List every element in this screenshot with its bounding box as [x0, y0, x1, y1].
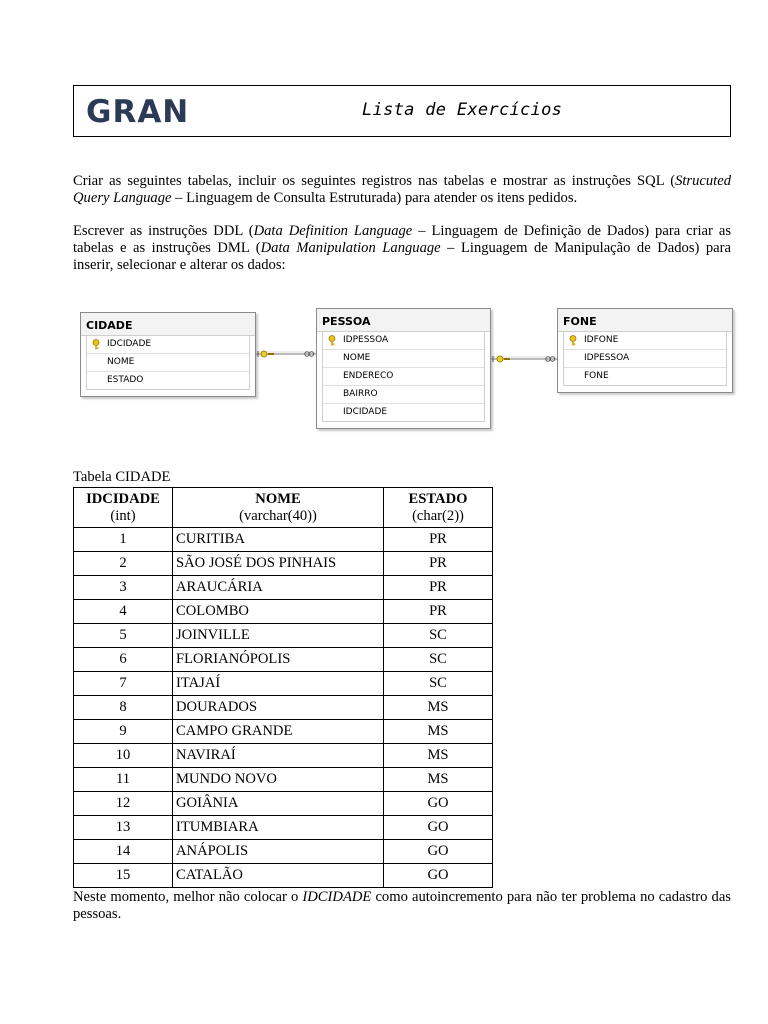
table-row [74, 840, 493, 864]
table-cell: PR [384, 552, 493, 576]
er-table-fone [557, 308, 733, 393]
table-cell: 14 [74, 840, 173, 864]
intro-paragraph-1: Criar as seguintes tabelas, incluir os seguintes registros nas tabelas e mostrar as instruções SQL (Strucuted Query Language – Linguagem de Consulta Estruturada) para atender os itens pedidos. [73, 173, 731, 206]
table-row [74, 576, 493, 600]
table-cell: ANÁPOLIS [173, 840, 384, 864]
table-cell: 1 [74, 528, 173, 552]
er-field: IDFONE [564, 332, 726, 350]
table-cell: CATALÃO [173, 864, 384, 888]
relationship-cidade-pessoa [254, 346, 318, 362]
note-paragraph: Neste momento, melhor não colocar o IDCIDADE como autoincremento para não ter problema no cadastro das pessoas. [73, 889, 731, 922]
table-cell: 7 [74, 672, 173, 696]
er-field: FONE [584, 371, 609, 381]
table-cell: GO [384, 816, 493, 840]
table-cell: 8 [74, 696, 173, 720]
gran-logo [86, 95, 216, 127]
key-icon [568, 335, 578, 346]
er-table-cidade [80, 312, 256, 397]
table-cell: 6 [74, 648, 173, 672]
column-header: NOME (varchar(40)) [173, 488, 384, 528]
table-cell: GO [384, 792, 493, 816]
table-row [74, 672, 493, 696]
key-icon [91, 339, 101, 350]
table-row [74, 696, 493, 720]
er-table-title: PESSOA [317, 309, 490, 332]
table-header-row [74, 488, 493, 528]
table-cell: COLOMBO [173, 600, 384, 624]
table-cell: 10 [74, 744, 173, 768]
table-cell: PR [384, 528, 493, 552]
table-row [74, 552, 493, 576]
table-cell: DOURADOS [173, 696, 384, 720]
table-cell: MS [384, 696, 493, 720]
er-field: NOME [323, 350, 484, 368]
er-field: IDCIDADE [87, 336, 249, 354]
table-cell: CAMPO GRANDE [173, 720, 384, 744]
table-cell: SÃO JOSÉ DOS PINHAIS [173, 552, 384, 576]
table-row [74, 528, 493, 552]
table-cell: MUNDO NOVO [173, 768, 384, 792]
table-row [74, 864, 493, 888]
er-field: IDPESSOA [323, 332, 484, 350]
table-cell: 11 [74, 768, 173, 792]
intro-paragraph-2: Escrever as instruções DDL (Data Definition Language – Linguagem de Definição de Dados) para criar as tabelas e as instruções DML (Data Manipulation Language – Linguagem de Manipulação de Dados) para inserir, selecionar e alterar os dados: [73, 223, 731, 273]
er-table-title: FONE [558, 309, 732, 332]
table-row [74, 624, 493, 648]
er-field: IDPESSOA [564, 350, 726, 368]
table-cell: 15 [74, 864, 173, 888]
er-field: NOME [87, 354, 249, 372]
table-cell: 5 [74, 624, 173, 648]
table-cell: MS [384, 720, 493, 744]
table-cell: MS [384, 768, 493, 792]
table-cell: ITUMBIARA [173, 816, 384, 840]
er-table-pessoa [316, 308, 491, 429]
table-cell: FLORIANÓPOLIS [173, 648, 384, 672]
table-cell: PR [384, 600, 493, 624]
table-row [74, 720, 493, 744]
key-icon [327, 335, 337, 346]
gran-logo-text: GRAN [86, 95, 190, 127]
er-field: IDCIDADE [343, 407, 388, 417]
table-cell: NAVIRAÍ [173, 744, 384, 768]
table-cell: SC [384, 648, 493, 672]
table-row [74, 600, 493, 624]
table-cell: GOIÂNIA [173, 792, 384, 816]
table-cell: GO [384, 840, 493, 864]
table-row [74, 768, 493, 792]
page-title: Lista de Exercícios [362, 100, 563, 120]
table-cell: 2 [74, 552, 173, 576]
table-cell: CURITIBA [173, 528, 384, 552]
table-cell: 9 [74, 720, 173, 744]
table-cell: 3 [74, 576, 173, 600]
table-cell: SC [384, 624, 493, 648]
table-cell: ITAJAÍ [173, 672, 384, 696]
table-cell: MS [384, 744, 493, 768]
table-cell: JOINVILLE [173, 624, 384, 648]
table-cell: SC [384, 672, 493, 696]
er-diagram [0, 300, 768, 440]
table-row [74, 648, 493, 672]
table-cell: ARAUCÁRIA [173, 576, 384, 600]
er-field: ENDERECO [323, 368, 484, 386]
cidade-table [73, 487, 493, 888]
table-cell: 13 [74, 816, 173, 840]
relationship-pessoa-fone [489, 351, 559, 367]
table-cell: PR [384, 576, 493, 600]
table-row [74, 744, 493, 768]
table-cell: 4 [74, 600, 173, 624]
table-caption: Tabela CIDADE [73, 469, 171, 485]
column-header: ESTADO (char(2)) [384, 488, 493, 528]
table-row [74, 792, 493, 816]
table-cell: 12 [74, 792, 173, 816]
table-row [74, 816, 493, 840]
table-cell: GO [384, 864, 493, 888]
column-header: IDCIDADE (int) [74, 488, 173, 528]
er-table-title: CIDADE [81, 313, 255, 336]
document-header [73, 85, 731, 137]
er-field: BAIRRO [323, 386, 484, 404]
er-field: ESTADO [107, 375, 144, 385]
